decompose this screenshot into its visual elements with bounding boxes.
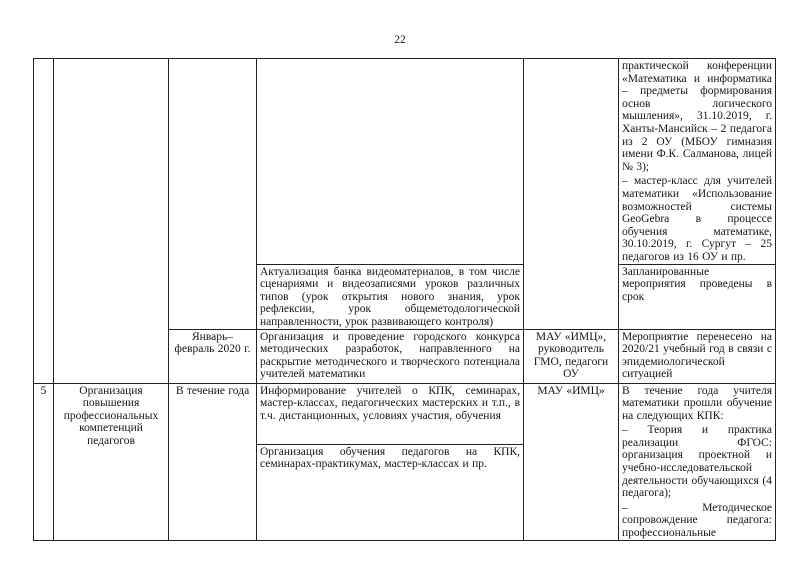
result-paragraph: – мастер-класс для учителей математики «Использование возможностей системы GeoGebra в процессе обучения математике, 30.10.2019, г. Сургут – 25 педагогов из 16 ОУ и пр. <box>622 175 772 263</box>
cell-result-kpk-training <box>619 383 776 540</box>
cell-row-number: 5 <box>34 383 54 540</box>
result-paragraph: В течение года учителя математики прошли обучение на следующих КПК: <box>622 384 772 422</box>
table-row <box>34 59 776 265</box>
cell-responsible-imc: МАУ «ИМЦ» <box>524 383 619 540</box>
cell-result-conferences <box>619 59 776 265</box>
cell-responsible-continuation-empty <box>524 59 619 330</box>
result-paragraph: – Теория и практика реализации ФГОС: организация проектной и учебно-исследовательской деятельности обучающихся (4 педагога); <box>622 424 772 500</box>
cell-activity-video-bank: Актуализация банка видеоматериалов, в том числе сценариями и видеозаписями уроков различных типов (урок открытия нового знания, урок рефлексии, урок общеметодологической направленности, урок развивающего контроля) <box>257 264 524 329</box>
cell-direction-competencies: Организация повышения профессиональных компетенций педагогов <box>54 383 169 540</box>
cell-result-on-time: Запланированные мероприятия проведены в срок <box>619 264 776 329</box>
page-number: 22 <box>394 34 406 46</box>
cell-activity-informing: Информирование учителей о КПК, семинарах, мастер-классах, педагогических мастерских и т.п., в т.ч. дистанционных, условиях участия, обучения <box>257 383 524 444</box>
cell-period-continuation-empty <box>169 59 257 330</box>
cell-activity-training: Организация обучения педагогов на КПК, семинарах-практикумах, мастер-классах и пр. <box>257 444 524 540</box>
result-paragraph-continued: – Методическое сопровождение педагога: профессиональные <box>622 501 772 540</box>
result-paragraph: практической конференции «Математика и информатика – предметы формирования основ логического мышления», 31.10.2019, г. Ханты-Мансийск – 2 педагога из 2 ОУ (МБОУ гимназия имени Ф.К. Салманова, лицей № 3); <box>622 60 772 173</box>
cell-activity-continuation-empty <box>257 59 524 265</box>
cell-result-postponed: Мероприятие перенесено на 2020/21 учебный год в связи с эпидемиологической ситуацией <box>619 329 776 383</box>
cell-period-year-round: В течение года <box>169 383 257 540</box>
cell-direction-continuation-empty <box>54 59 169 384</box>
table-row <box>34 383 776 444</box>
cell-responsible-imc-gmo: МАУ «ИМЦ», руководитель ГМО, педагоги ОУ <box>524 329 619 383</box>
cell-number-continuation-empty <box>34 59 54 384</box>
cell-period-jan-feb: Январь– февраль 2020 г. <box>169 329 257 383</box>
cell-activity-contest: Организация и проведение городского конкурса методических разработок, направленного на раскрытие методического и творческого потенциала учителей математики <box>257 329 524 383</box>
work-plan-table <box>33 58 776 541</box>
